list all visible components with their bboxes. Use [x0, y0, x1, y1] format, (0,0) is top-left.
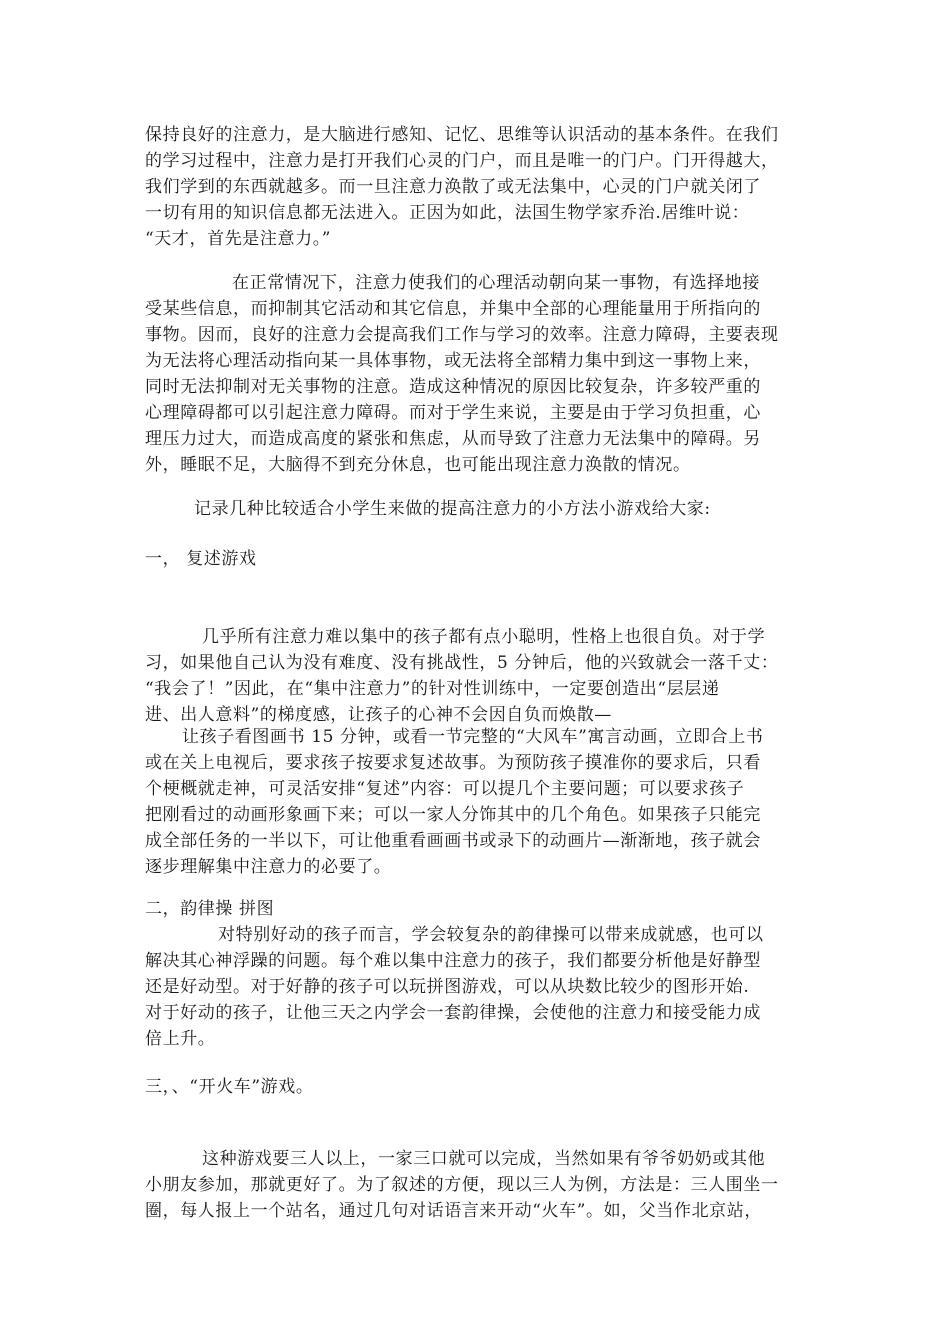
text-line: 的学习过程中，注意力是打开我们心灵的门户，而且是唯一的门户。门开得越大， — [145, 151, 779, 171]
text-line: 让孩子看图画书 15 分钟，或看一节完整的“大风车”寓言动画，立即合上书 — [182, 727, 764, 747]
section-heading-rhythm-puzzle — [145, 896, 808, 922]
text-line: 事物。因而，良好的注意力会提高我们工作与学习的效率。注意力障碍，主要表现 — [145, 325, 779, 345]
paragraph-rhythm-puzzle — [145, 922, 808, 1052]
text-line: 对于好动的孩子，让他三天之内学会一套韵律操，会使他的注意力和接受能力成 — [145, 1003, 761, 1023]
heading-text: 三，、“开火车”游戏。 — [145, 1077, 314, 1097]
text-line: 或在关上电视后，要求孩子按要求复述故事。为预防孩子摸准你的要求后，只看 — [145, 753, 761, 773]
intro-line — [145, 496, 808, 522]
text-line: 成全部任务的一半以下，可让他重看画画书或录下的动画片—渐渐地，孩子就会 — [145, 831, 761, 851]
text-line: 几乎所有注意力难以集中的孩子都有点小聪明，性格上也很自负。对于学 — [202, 627, 766, 647]
text-line: 记录几种比较适合小学生来做的提高注意力的小方法小游戏给大家: — [194, 499, 711, 519]
paragraph-attention-importance — [145, 122, 808, 252]
text-line: 进、出人意料”的梯度感，让孩子的心神不会因自负而焕散— — [145, 705, 612, 725]
section-heading-train-game — [145, 1074, 808, 1100]
heading-text: 一， 复述游戏 — [145, 549, 257, 569]
paragraph-train-game — [145, 1146, 808, 1224]
text-line: 小朋友参加，那就更好了。为了叙述的方便，现以三人为例，方法是：三人围坐一 — [145, 1175, 779, 1195]
text-line: 理压力过大，而造成高度的紧张和焦虑，从而导致了注意力无法集中的障碍。另 — [145, 429, 761, 449]
text-line: 个梗概就走神，可灵活安排“复述”内容：可以提几个主要问题；可以要求孩子 — [145, 779, 745, 799]
text-line: “我会了！”因此，在“集中注意力”的针对性训练中，一定要创造出“层层递 — [145, 679, 720, 699]
text-line: 同时无法抑制对无关事物的注意。造成这种情况的原因比较复杂，许多较严重的 — [145, 377, 761, 397]
section-heading-retelling-game — [145, 546, 808, 572]
text-line: 习，如果他自己认为没有难度、没有挑战性，5 分钟后，他的兴致就会一落千丈： — [145, 653, 779, 673]
text-line: 逐步理解集中注意力的必要了。 — [145, 857, 392, 877]
text-line: 受某些信息，而抑制其它活动和其它信息，并集中全部的心理能量用于所指向的 — [145, 299, 761, 319]
text-line: 把刚看过的动画形象画下来；可以一家人分饰其中的几个角色。如果孩子只能完 — [145, 805, 761, 825]
text-line: 这种游戏要三人以上，一家三口就可以完成，当然如果有爷爷奶奶或其他 — [202, 1149, 766, 1169]
paragraph-smart-children — [145, 624, 808, 728]
text-line: 为无法将心理活动指向某一具体事物，或无法将全部精力集中到这一事物上来， — [145, 351, 761, 371]
text-line: “天才，首先是注意力。” — [145, 229, 332, 249]
text-line: 倍上升。 — [145, 1029, 216, 1049]
text-line: 在正常情况下，注意力使我们的心理活动朝向某一事物，有选择地接 — [232, 273, 760, 293]
paragraph-retelling-method — [145, 724, 808, 880]
heading-text: 二，韵律操 拼图 — [145, 899, 275, 919]
text-line: 解决其心神浮躁的问题。每个难以集中注意力的孩子，我们都要分析他是好静型 — [145, 951, 761, 971]
text-line: 心理障碍都可以引起注意力障碍。而对于学生来说，主要是由于学习负担重，心 — [145, 403, 761, 423]
text-line: 我们学到的东西就越多。而一旦注意力涣散了或无法集中，心灵的门户就关闭了 — [145, 177, 761, 197]
text-line: 对特别好动的孩子而言，学会较复杂的韵律操可以带来成就感，也可以 — [218, 925, 764, 945]
text-line: 外，睡眠不足，大脑得不到充分休息，也可能出现注意力涣散的情况。 — [145, 455, 691, 475]
text-line: 还是好动型。对于好静的孩子可以玩拼图游戏，可以从块数比较少的图形开始. — [145, 977, 750, 997]
text-line: 一切有用的知识信息都无法进入。正因为如此，法国生物学家乔治.居维叶说： — [145, 203, 750, 223]
text-line: 保持良好的注意力，是大脑进行感知、记忆、思维等认识活动的基本条件。在我们 — [145, 125, 779, 145]
text-line: 圈，每人报上一个站名，通过几句对话语言来开动“火车”。如，父当作北京站， — [145, 1201, 762, 1221]
paragraph-attention-disorder — [145, 270, 808, 478]
